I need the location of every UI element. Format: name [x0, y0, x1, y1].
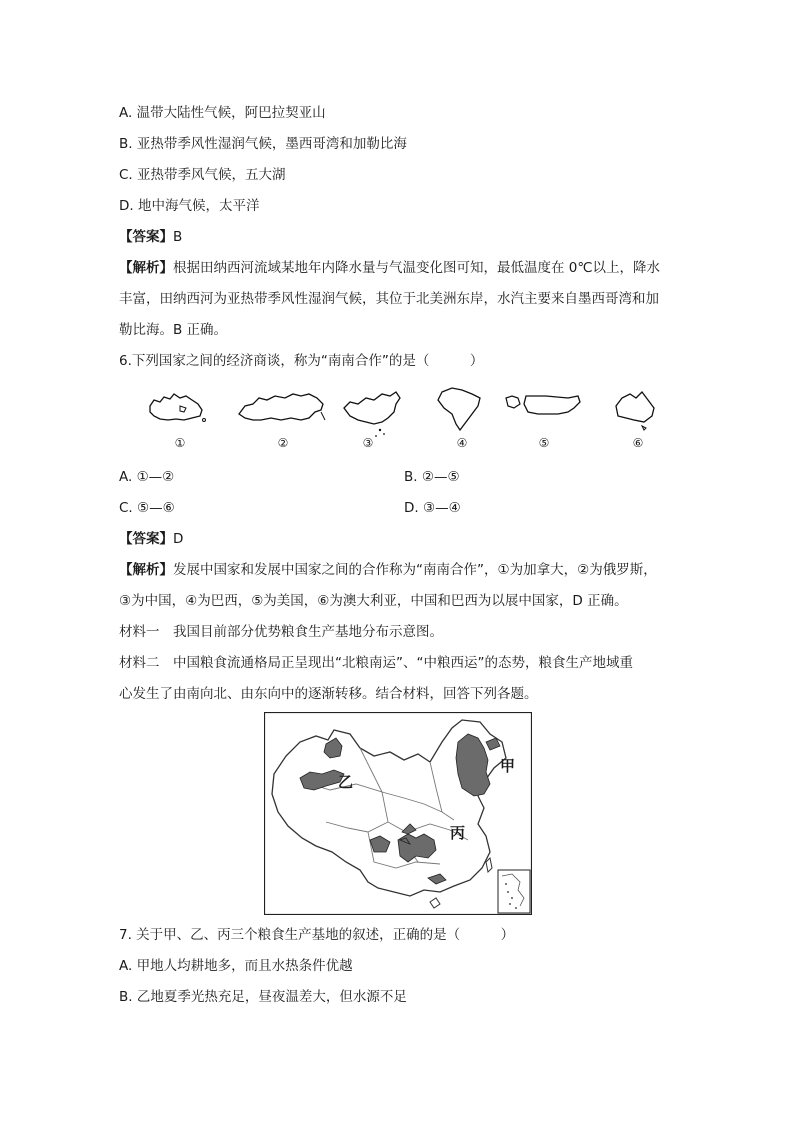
country-brazil: [422, 384, 502, 456]
q7-stem: 7. 关于甲、乙、丙三个粮食生产基地的叙述，正确的是（ ）: [119, 927, 515, 943]
grain-base-map: [264, 712, 532, 915]
material-two-line-2: 心发生了由南向北、由东向中的逐渐转移。结合材料，回答下列各题。: [119, 686, 538, 702]
canada-outline-icon: [140, 384, 220, 434]
country-usa: [502, 384, 582, 456]
answer-tag: 【答案】: [119, 229, 173, 245]
q6-option-a: A. ①—②: [119, 469, 175, 485]
country-number-3: ③: [362, 436, 374, 450]
china-map-figure: [264, 712, 532, 915]
q7-option-b: B. 乙地夏季光热充足，昼夜温差大，但水源不足: [119, 989, 407, 1005]
map-label-yi: 乙: [338, 773, 354, 791]
brazil-outline-icon: [422, 384, 502, 434]
country-canada: [140, 384, 220, 456]
analysis-tag: 【解析】: [119, 260, 173, 276]
q6-analysis-line-2: ③为中国，④为巴西，⑤为美国，⑥为澳大利亚，中国和巴西为以展中国家，D 正确。: [119, 593, 628, 609]
q5-option-d: D. 地中海气候，太平洋: [119, 198, 260, 214]
q6-option-b: B. ②—⑤: [404, 469, 460, 485]
usa-outline-icon: [502, 384, 592, 434]
map-label-jia: 甲: [500, 757, 516, 775]
country-number-5: ⑤: [538, 436, 550, 450]
q6-answer: [119, 530, 183, 548]
q7-option-a: A. 甲地人均耕地多，而且水热条件优越: [119, 958, 353, 974]
analysis-text: 发展中国家和发展中国家之间的合作称为“南南合作”，①为加拿大，②为俄罗斯，: [173, 562, 657, 578]
country-australia: [598, 384, 678, 456]
country-number-1: ①: [174, 436, 186, 450]
answer-value: B: [173, 229, 183, 245]
country-number-6: ⑥: [632, 436, 644, 450]
map-label-bing: 丙: [450, 824, 466, 842]
russia-outline-icon: [235, 384, 330, 434]
australia-outline-icon: [598, 384, 678, 434]
answer-tag: 【答案】: [119, 531, 173, 547]
q6-analysis-line-1: [119, 561, 657, 579]
q5-analysis-line-3: 勒比海。B 正确。: [119, 322, 228, 338]
country-outlines: [140, 384, 680, 456]
china-outline-icon: [338, 384, 418, 439]
q5-answer: [119, 228, 182, 246]
q6-option-d: D. ③—④: [404, 500, 461, 516]
answer-value: D: [173, 531, 184, 547]
country-russia: [235, 384, 315, 456]
country-number-2: ②: [277, 436, 289, 450]
analysis-text: 根据田纳西河流域某地年内降水量与气温变化图可知，最低温度在 0℃以上，降水: [173, 260, 661, 276]
material-one: 材料一 我国目前部分优势粮食生产基地分布示意图。: [119, 624, 443, 640]
country-number-4: ④: [456, 436, 468, 450]
q5-option-a: A. 温带大陆性气候，阿巴拉契亚山: [119, 105, 326, 121]
country-china: [338, 384, 418, 456]
material-two-line-1: 材料二 中国粮食流通格局正呈现出“北粮南运”、“中粮西运”的态势，粮食生产地域重: [119, 655, 633, 671]
q6-option-c: C. ⑤—⑥: [119, 500, 175, 516]
analysis-tag: 【解析】: [119, 562, 173, 578]
q5-analysis-line-2: 丰富，田纳西河为亚热带季风性湿润气候，其位于北美洲东岸，水汽主要来自墨西哥湾和加: [119, 291, 659, 307]
q5-option-c: C. 亚热带季风气候，五大湖: [119, 167, 286, 183]
q6-stem: 6.下列国家之间的经济商谈，称为“南南合作”的是（ ）: [119, 353, 484, 369]
q5-option-b: B. 亚热带季风性湿润气候，墨西哥湾和加勒比海: [119, 136, 407, 152]
q5-analysis-line-1: [119, 259, 660, 277]
